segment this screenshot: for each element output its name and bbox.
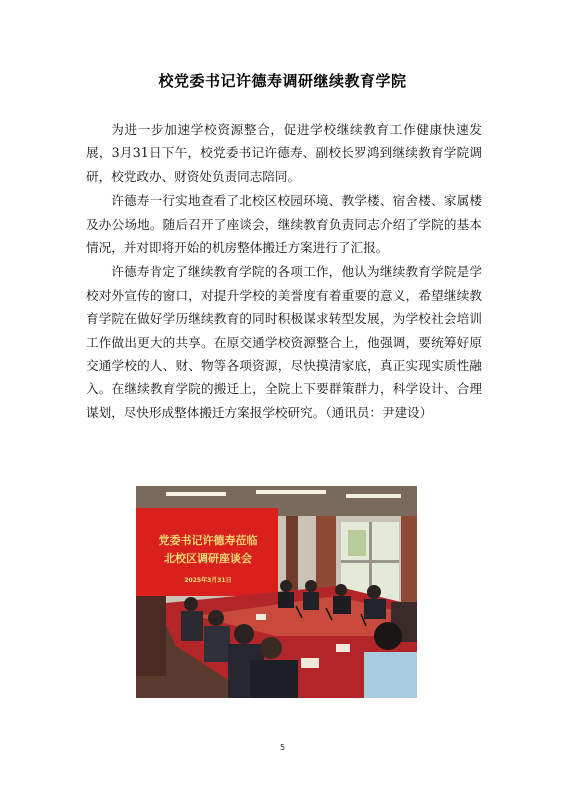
page-number: 5 <box>279 743 286 752</box>
paragraph: 为进一步加速学校资源整合，促进学校继续教育工作健康快速发展，3月31日下午，校党委书记许德寿、副校长罗鸿到继续教育学院调研，校党政办、财资处负责同志陪同。 <box>86 122 482 184</box>
meeting-photo <box>136 486 417 698</box>
article-body <box>86 118 482 425</box>
document-title: 校党委书记许德寿调研继续教育学院 <box>158 72 407 90</box>
meeting-photo-illustration <box>136 486 417 698</box>
paragraph: 许德寿一行实地查看了北校区校园环境、教学楼、宿舍楼、家属楼及办公场地。随后召开了座谈会，继续教育负责同志介绍了学院的基本情况，并对即将开始的机房整体搬迁方案进行了汇报。 <box>86 193 482 256</box>
banner-date: 2025年3月31日 <box>184 577 232 584</box>
banner-line-2: 北校区调研座谈会 <box>164 552 252 565</box>
paragraph: 许德寿肯定了继续教育学院的各项工作，他认为继续教育学院是学校对外宣传的窗口，对提升学校的美誉度有着重要的意义，希望继续教育学院在做好学历继续教育的同时积极谋求转型发展，为学校社会培训工作做出更大的共享。在原交通学校资源整合上，他强调，要统筹好原交通学校的人、财、物等各项资源，尽快摸清家底，真正实现实质性融入。在继续教育学院的搬迁上，全院上下要群策群力，科学设计、合理谋划，尽快形成整体搬迁方案报学校研究。（通讯员：尹建设） <box>86 264 482 420</box>
banner-line-1: 党委书记许德寿莅临 <box>158 534 258 547</box>
